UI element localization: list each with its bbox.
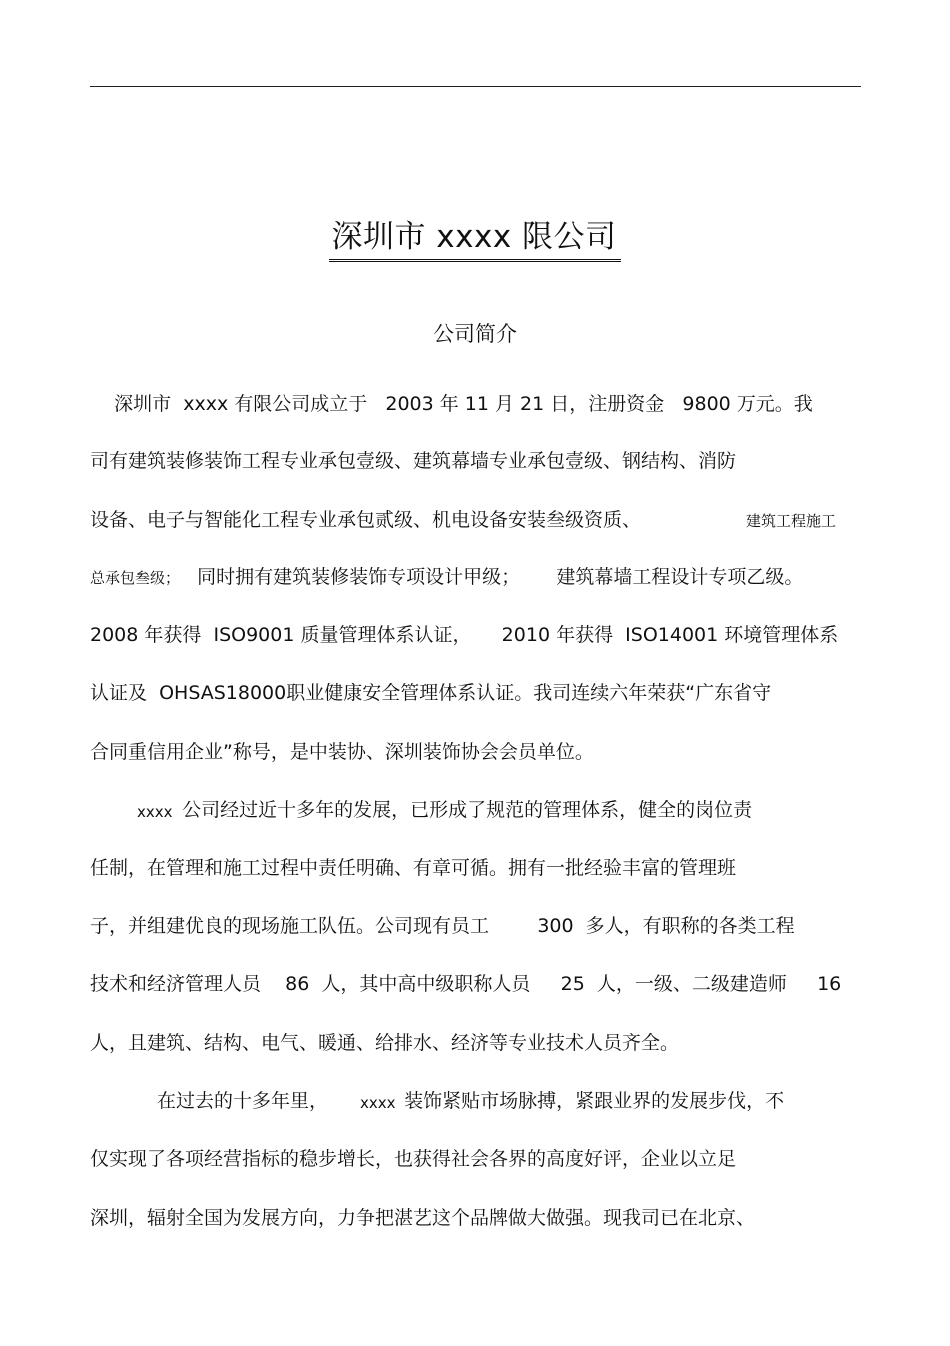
paragraph-line: 深圳，辐射全国为发展方向，力争把湛艺这个品牌做大做强。现我司已在北京、	[90, 1207, 756, 1229]
header-rule	[90, 86, 861, 87]
paragraph-line: 公司经过近十多年的发展，已形成了规范的管理体系，健全的岗位责	[170, 799, 753, 821]
paragraph-line: 司有建筑装修装饰工程专业承包壹级、建筑幕墙专业承包壹级、钢结构、消防	[90, 450, 737, 472]
paragraph-line: 人，且建筑、结构、电气、暖通、给排水、经济等专业技术人员齐全。	[90, 1032, 680, 1054]
paragraph-line: 装饰紧贴市场脉搏，紧跟业界的发展步伐，不	[392, 1090, 785, 1112]
paragraph-line: 子，并组建优良的现场施工队伍。公司现有员工 300 多人，有职称的各类工程	[90, 915, 795, 937]
page-title-text: 深圳市 xxxx 限公司	[329, 215, 620, 262]
paragraph-line: 在过去的十多年里，	[157, 1090, 329, 1112]
paragraph-line: 合同重信用企业”称号，是中装协、深圳装饰协会会员单位。	[90, 741, 594, 763]
paragraph-line-small: 建筑工程施工	[746, 512, 837, 530]
paragraph-line-small: 总承包叁级；	[90, 569, 181, 587]
paragraph-line-small: xxxx	[360, 1094, 396, 1112]
paragraph-line: 任制，在管理和施工过程中责任明确、有章可循。拥有一批经验丰富的管理班	[90, 857, 737, 879]
paragraph-line: 2008 年获得 ISO9001 质量管理体系认证， 2010 年获得 ISO14001 环境管理体系	[90, 624, 839, 646]
paragraph-line: 认证及 OHSAS18000职业健康安全管理体系认证。我司连续六年荣获“广东省守	[90, 682, 772, 704]
paragraph-line: 深圳市 xxxx 有限公司成立于 2003 年 11 月 21 日，注册资金 9800 万元。我	[90, 393, 813, 415]
paragraph-line-small: xxxx	[137, 803, 173, 821]
page-title	[0, 212, 950, 262]
paragraph-line: 技术和经济管理人员 86 人，其中高中级职称人员 25 人，一级、二级建造师 16	[90, 973, 842, 995]
paragraph-line: 同时拥有建筑装修装饰专项设计甲级； 建筑幕墙工程设计专项乙级。	[185, 566, 804, 588]
section-subtitle: 公司简介	[433, 322, 517, 346]
paragraph-line: 设备、电子与智能化工程专业承包贰级、机电设备安装叁级资质、	[90, 509, 642, 531]
paragraph-line: 仅实现了各项经营指标的稳步增长，也获得社会各界的高度好评，企业以立足	[90, 1148, 737, 1170]
